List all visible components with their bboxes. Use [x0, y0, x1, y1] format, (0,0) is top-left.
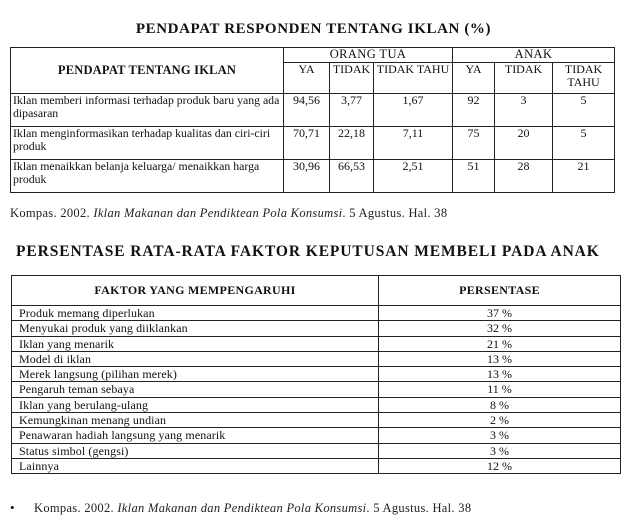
factor-percent: 3 %	[379, 443, 621, 458]
value-cell: 1,67	[374, 94, 453, 127]
value-cell: 3	[495, 94, 553, 127]
table2-source	[34, 501, 471, 516]
value-cell: 7,11	[374, 127, 453, 160]
table-row	[12, 397, 621, 412]
opinion-header: PENDAPAT TENTANG IKLAN	[11, 48, 284, 94]
children-dontknow-header: TIDAK TAHU	[553, 63, 615, 94]
table-row	[12, 321, 621, 336]
value-cell: 51	[453, 160, 495, 193]
value-cell: 28	[495, 160, 553, 193]
factor-label: Kemungkinan menang undian	[12, 413, 379, 428]
value-cell: 20	[495, 127, 553, 160]
table1-title: PENDAPAT RESPONDEN TENTANG IKLAN (%)	[135, 21, 492, 37]
opinion-statement: Iklan memberi informasi terhadap produk baru yang ada dipasaran	[11, 94, 284, 127]
source-title: Iklan Makanan dan Pendiktean Pola Konsumsi	[117, 501, 367, 515]
factor-label: Penawaran hadiah langsung yang menarik	[12, 428, 379, 443]
factor-percent: 21 %	[379, 336, 621, 351]
value-cell: 92	[453, 94, 495, 127]
percent-header: PERSENTASE	[379, 276, 621, 306]
factor-label: Iklan yang berulang-ulang	[12, 397, 379, 412]
factor-label: Merek langsung (pilihan merek)	[12, 367, 379, 382]
factor-label: Produk memang diperlukan	[12, 306, 379, 321]
children-no-header: TIDAK	[495, 63, 553, 94]
table-row	[12, 443, 621, 458]
table-row	[12, 413, 621, 428]
factor-percent: 2 %	[379, 413, 621, 428]
source-suffix: . 5 Agustus. Hal. 38	[366, 501, 472, 515]
value-cell: 94,56	[284, 94, 330, 127]
source-prefix: Kompas. 2002.	[34, 501, 118, 515]
table-row	[12, 351, 621, 366]
table-row	[12, 336, 621, 351]
respondent-opinion-table	[10, 47, 615, 193]
table-row	[11, 127, 615, 160]
parents-yes-header: YA	[284, 63, 330, 94]
value-cell: 70,71	[284, 127, 330, 160]
value-cell: 30,96	[284, 160, 330, 193]
parents-no-header: TIDAK	[330, 63, 374, 94]
value-cell: 3,77	[330, 94, 374, 127]
factor-percent: 32 %	[379, 321, 621, 336]
source-title: Iklan Makanan dan Pendiktean Pola Konsumsi	[93, 206, 343, 220]
value-cell: 5	[553, 127, 615, 160]
factor-label: Pengaruh teman sebaya	[12, 382, 379, 397]
factor-percent: 3 %	[379, 428, 621, 443]
factor-label: Model di iklan	[12, 351, 379, 366]
factor-percent: 37 %	[379, 306, 621, 321]
value-cell: 75	[453, 127, 495, 160]
children-group-header: ANAK	[453, 48, 615, 63]
value-cell: 2,51	[374, 160, 453, 193]
children-yes-header: YA	[453, 63, 495, 94]
parents-dontknow-header: TIDAK TAHU	[374, 63, 453, 94]
source-suffix: . 5 Agustus. Hal. 38	[342, 206, 448, 220]
value-cell: 66,53	[330, 160, 374, 193]
bullet-icon: •	[10, 500, 15, 515]
factor-percent: 11 %	[379, 382, 621, 397]
table-row	[12, 382, 621, 397]
opinion-statement: Iklan menginformasikan terhadap kualitas dan ciri-ciri produk	[11, 127, 284, 160]
factor-percent: 13 %	[379, 351, 621, 366]
factor-label: Menyukai produk yang diiklankan	[12, 321, 379, 336]
factor-percent: 13 %	[379, 367, 621, 382]
source-prefix: Kompas. 2002.	[10, 206, 94, 220]
table-row	[12, 428, 621, 443]
table-row	[11, 160, 615, 193]
purchase-factor-table	[11, 275, 621, 474]
table2-title: PERSENTASE RATA-RATA FAKTOR KEPUTUSAN MEMBELI PADA ANAK	[16, 243, 600, 260]
parents-group-header: ORANG TUA	[284, 48, 453, 63]
table1-source	[10, 206, 447, 221]
table-row	[12, 458, 621, 473]
factor-label: Iklan yang menarik	[12, 336, 379, 351]
table-row	[11, 94, 615, 127]
opinion-statement: Iklan menaikkan belanja keluarga/ menaikkan harga produk	[11, 160, 284, 193]
factor-label: Lainnya	[12, 458, 379, 473]
table-row	[12, 306, 621, 321]
factor-label: Status simbol (gengsi)	[12, 443, 379, 458]
factor-header: FAKTOR YANG MEMPENGARUHI	[12, 276, 379, 306]
value-cell: 22,18	[330, 127, 374, 160]
value-cell: 5	[553, 94, 615, 127]
factor-percent: 8 %	[379, 397, 621, 412]
factor-percent: 12 %	[379, 458, 621, 473]
table-row	[12, 367, 621, 382]
value-cell: 21	[553, 160, 615, 193]
